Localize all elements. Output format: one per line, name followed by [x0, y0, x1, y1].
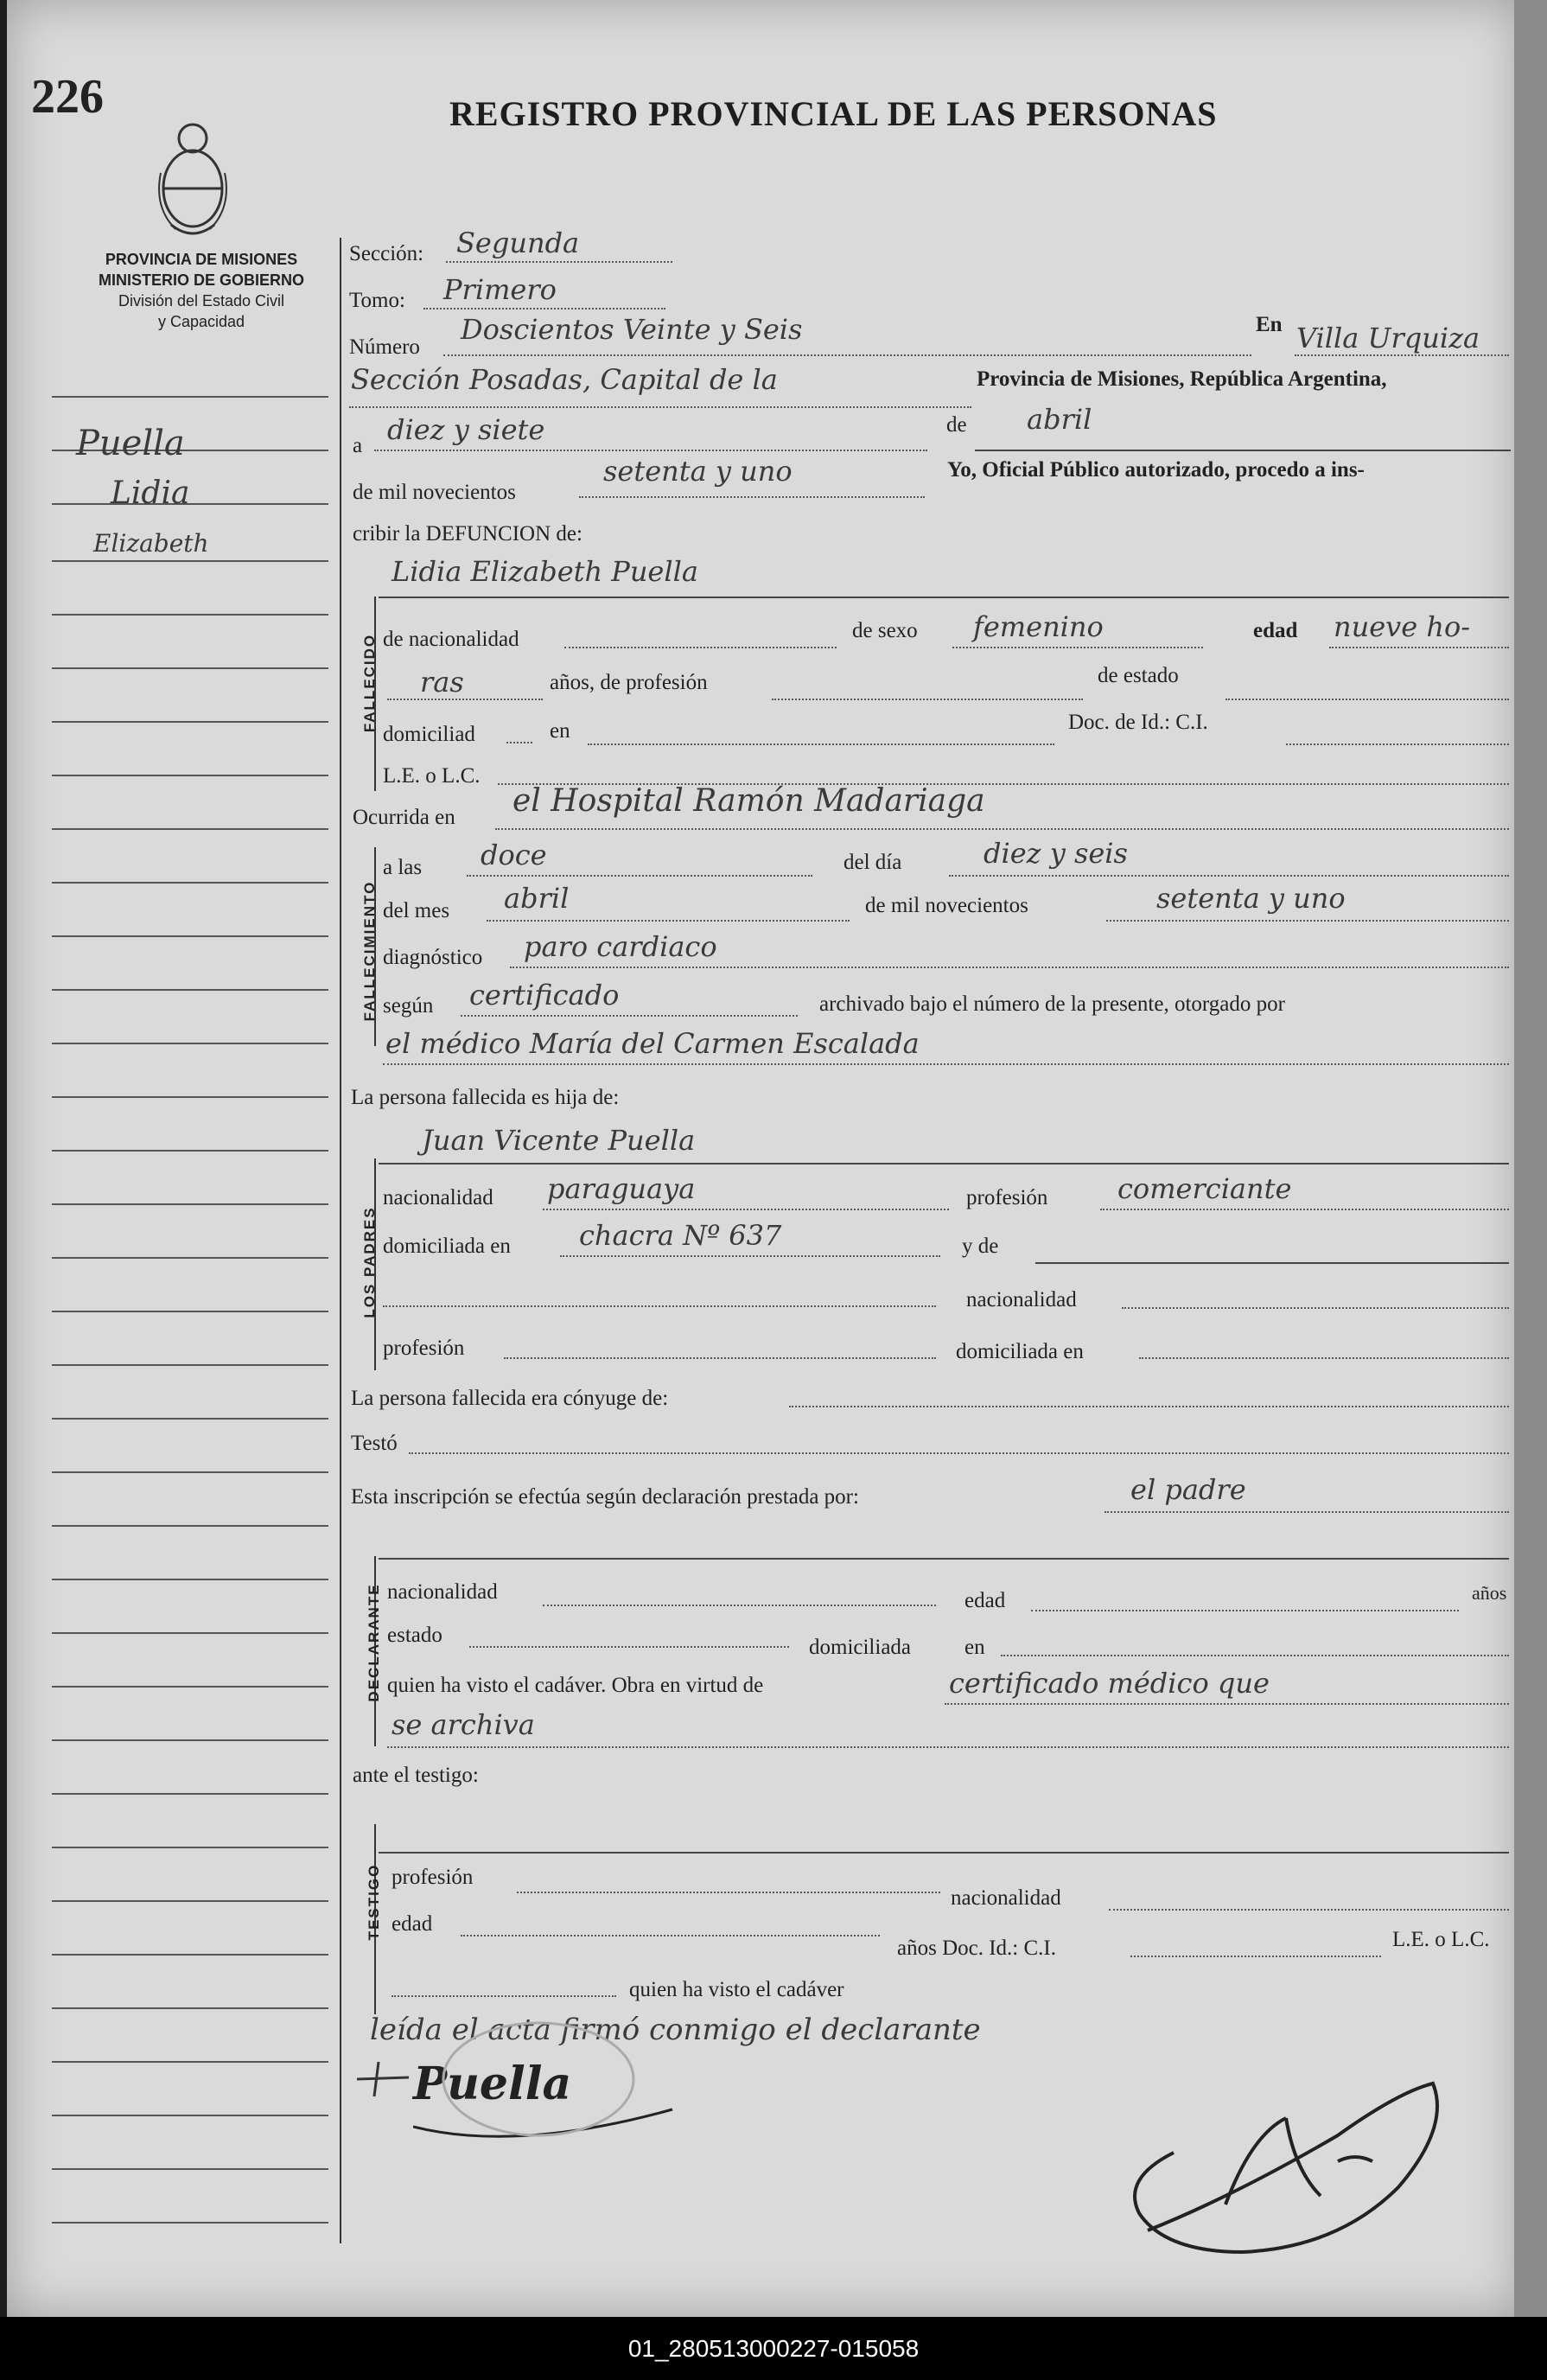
medico-value: el médico María del Carmen Escalada — [385, 1027, 920, 1060]
seccion-place-line — [349, 406, 971, 408]
profesion-madre-line — [504, 1357, 936, 1359]
profesion-testigo-label: profesión — [392, 1866, 474, 1889]
edad-value: nueve ho- — [1334, 610, 1471, 643]
del-dia-label: del día — [844, 851, 902, 874]
nacionalidad-declarante-line — [543, 1605, 936, 1606]
fallecido-side-label: FALLECIDO — [361, 633, 378, 733]
nacionalidad-testigo-line — [1109, 1909, 1509, 1911]
margin-rule — [52, 1096, 328, 1098]
en-place-value: Villa Urquiza — [1296, 322, 1480, 354]
domiciliado-label: domiciliad — [383, 723, 475, 746]
profesion-madre-label: profesión — [383, 1337, 465, 1360]
domiciliada-declarante-label: domiciliada — [809, 1636, 912, 1659]
tomo-value: Primero — [443, 273, 557, 306]
margin-rule — [52, 1900, 328, 1902]
nota-value: leída el acta firmó conmigo el declarante — [370, 2013, 981, 2047]
doc-id-label: Doc. de Id.: C.I. — [1068, 711, 1208, 734]
segun-label: según — [383, 994, 434, 1018]
inscribir-label: cribir la DEFUNCION de: — [353, 522, 583, 546]
anos-profesion-label: años, de profesión — [550, 671, 708, 694]
stamp-icon — [435, 2014, 642, 2144]
segun-value: certificado — [469, 979, 620, 1011]
sexo-line — [952, 647, 1203, 648]
margin-rule — [52, 1632, 328, 1634]
domicilio-line — [588, 743, 1054, 745]
madre-name-line — [383, 1305, 936, 1307]
firma-declarante: Puella — [413, 2058, 572, 2110]
margin-rule — [52, 1471, 328, 1473]
office-line4: y Capacidad — [157, 313, 245, 330]
ocurrida-label: Ocurrida en — [353, 806, 455, 829]
fallecido-name-line — [379, 597, 1509, 598]
testigo-name-line — [379, 1852, 1509, 1854]
edad-testigo-label: edad — [392, 1912, 433, 1936]
page-number: 226 — [31, 70, 104, 124]
conyuge-label: La persona fallecida era cónyuge de: — [351, 1387, 669, 1410]
margin-rule — [52, 1150, 328, 1152]
edad-declarante-label: edad — [964, 1589, 1006, 1612]
domicilio-padre-line — [560, 1255, 940, 1257]
seccion-value: Segunda — [456, 227, 580, 259]
margin-rule — [52, 2168, 328, 2170]
margin-rule — [52, 1686, 328, 1688]
margin-rule — [52, 1364, 328, 1366]
tomo-label: Tomo: — [349, 289, 405, 312]
profesion-testigo-line — [517, 1892, 940, 1893]
tomo-line — [423, 308, 665, 309]
margin-rule — [52, 1203, 328, 1205]
nacionalidad-padre-label: nacionalidad — [383, 1186, 493, 1209]
official-signature-icon — [1113, 2058, 1476, 2265]
padres-side-label: LOS PADRES — [361, 1206, 378, 1318]
anio2-value: setenta y uno — [1156, 882, 1346, 915]
inscripcion-label: Esta inscripción se efectúa según declaración prestada por: — [351, 1485, 859, 1509]
de-sexo-label: de sexo — [852, 619, 918, 642]
mes2-line — [487, 920, 850, 922]
domicilio-declarante-line — [1001, 1655, 1509, 1656]
obra2-value: se archiva — [392, 1708, 535, 1741]
de-label: de — [946, 413, 967, 437]
le-lc-label: L.E. o L.C. — [383, 764, 481, 788]
de-mil-label: de mil novecientos — [353, 481, 516, 504]
margin-rule — [52, 721, 328, 723]
obra-line — [945, 1703, 1509, 1705]
edad-label: edad — [1253, 619, 1298, 642]
numero-label: Número — [349, 335, 420, 359]
seccion-line — [446, 261, 672, 263]
a-label: a — [353, 434, 363, 457]
profesion-padre-line — [1100, 1209, 1509, 1210]
margin-rule — [52, 1043, 328, 1044]
quien-visto2-label: quien ha visto el cadáver — [629, 1978, 844, 2001]
declarante-name-line — [379, 1558, 1509, 1560]
margin-rule — [52, 935, 328, 937]
book-binding — [1514, 0, 1547, 2317]
margin-rule — [52, 2061, 328, 2063]
profesion-padre-label: profesión — [966, 1186, 1048, 1209]
estado-line — [1226, 699, 1509, 700]
signature-mark-icon — [348, 2053, 417, 2105]
testo-label: Testó — [351, 1432, 398, 1455]
sexo-value: femenino — [973, 610, 1104, 643]
margin-rule — [52, 560, 328, 562]
testigo-side-label: TESTIGO — [366, 1863, 382, 1941]
padre-value: Juan Vicente Puella — [422, 1124, 696, 1157]
obra2-line — [387, 1746, 1509, 1748]
edad-line — [1329, 647, 1509, 648]
le-lc2-label: L.E. o L.C. — [1392, 1928, 1490, 1951]
office-header — [59, 249, 344, 332]
nacionalidad-madre-line — [1122, 1307, 1509, 1309]
registry-page — [7, 0, 1521, 2317]
edad-declarante-line — [1031, 1610, 1459, 1611]
margin-rule — [52, 1579, 328, 1580]
segun-line — [461, 1015, 798, 1017]
anos-label: años — [1472, 1582, 1507, 1604]
declarante-by-line — [1105, 1511, 1509, 1513]
doc-id-line — [1286, 743, 1509, 745]
domiciliada-padre-label: domiciliada en — [383, 1235, 511, 1258]
nacionalidad-declarante-label: nacionalidad — [387, 1580, 498, 1604]
edad-testigo-line — [461, 1935, 880, 1937]
declarante-value: el padre — [1130, 1473, 1246, 1506]
oficial-label: Yo, Oficial Público autorizado, procedo a ins- — [947, 458, 1365, 482]
dia2-value: diez y seis — [984, 837, 1128, 870]
page-title: REGISTRO PROVINCIAL DE LAS PERSONAS — [449, 94, 1218, 133]
diagnostico-line — [510, 967, 1509, 968]
nacionalidad-padre-value: paraguaya — [547, 1172, 696, 1205]
a-line — [374, 450, 927, 451]
ocurrida-line — [495, 828, 1509, 830]
margin-rule — [52, 2007, 328, 2009]
ante-testigo-label: ante el testigo: — [353, 1764, 479, 1787]
diagnostico-label: diagnóstico — [383, 946, 483, 969]
provincia-label: Provincia de Misiones, República Argentina, — [977, 367, 1387, 391]
margin-rule — [52, 989, 328, 991]
seccion-label: Sección: — [349, 242, 424, 265]
nacionalidad-line — [564, 647, 837, 648]
nacionalidad-madre-label: nacionalidad — [966, 1288, 1077, 1311]
en-declarante-label: en — [964, 1636, 985, 1659]
margin-rule — [52, 2222, 328, 2224]
de-estado-label: de estado — [1098, 664, 1179, 687]
margin-rule — [52, 614, 328, 616]
office-line1: PROVINCIA DE MISIONES — [105, 251, 298, 268]
margin-rule — [52, 1418, 328, 1420]
de-mil2-label: de mil novecientos — [865, 894, 1028, 917]
main-column-rule — [340, 238, 341, 2243]
hija-de-label: La persona fallecida es hija de: — [351, 1086, 620, 1109]
anio-value: setenta y uno — [603, 455, 793, 488]
office-line2: MINISTERIO DE GOBIERNO — [98, 271, 305, 289]
anio2-line — [1106, 920, 1509, 922]
quien-visto-label: quien ha visto el cadáver. Obra en virtud de — [387, 1674, 764, 1697]
domicilio-padre-value: chacra Nº 637 — [579, 1219, 782, 1252]
a-las-label: a las — [383, 856, 423, 879]
mes-line — [975, 450, 1511, 451]
edad2-value: ras — [420, 666, 464, 699]
y-de-label: y de — [962, 1235, 999, 1258]
madre-line — [1035, 1262, 1509, 1264]
margin-rule — [52, 775, 328, 776]
margin-surname: Puella — [76, 424, 185, 463]
margin-rule — [52, 1847, 328, 1848]
profesion-line — [772, 699, 1083, 700]
mes2-value: abril — [504, 882, 570, 915]
archivado-label: archivado bajo el número de la presente, otorgado por — [819, 992, 1285, 1016]
nacionalidad-testigo-label: nacionalidad — [951, 1886, 1061, 1910]
nacionalidad-padre-line — [543, 1209, 949, 1210]
numero-line — [443, 354, 1251, 356]
margin-rule — [52, 1257, 328, 1259]
diagnostico-value: paro cardiaco — [524, 930, 717, 963]
estado-declarante-line — [469, 1646, 789, 1648]
margin-name2: Elizabeth — [93, 529, 209, 558]
anio-line — [579, 496, 925, 498]
doc-testigo-line — [1130, 1956, 1381, 1957]
anos-doc-label: años Doc. Id.: C.I. — [897, 1937, 1056, 1960]
margin-name1: Lidia — [111, 475, 190, 511]
domicilio-madre-line — [1139, 1357, 1509, 1359]
mes-value: abril — [1027, 403, 1092, 436]
de-nacionalidad-label: de nacionalidad — [383, 628, 519, 651]
footer-id: 01_280513000227-015058 — [0, 2317, 1547, 2380]
en-line — [1295, 354, 1509, 356]
edad2-line — [387, 699, 543, 700]
domiciliado-suffix-line — [506, 742, 532, 743]
fallecimiento-side-label: FALLECIMIENTO — [361, 880, 378, 1022]
obra-value: certificado médico que — [949, 1667, 1270, 1700]
hora-line — [467, 875, 812, 877]
domicilio-en-label: en — [550, 719, 570, 743]
margin-rule — [52, 1739, 328, 1741]
en-label: En — [1256, 313, 1283, 336]
seccion-place-value: Sección Posadas, Capital de la — [351, 363, 778, 396]
margin-rule — [52, 1954, 328, 1956]
office-line3: División del Estado Civil — [118, 292, 285, 309]
estado-declarante-label: estado — [387, 1624, 442, 1647]
margin-rule — [52, 828, 328, 830]
coat-of-arms-icon — [154, 112, 232, 242]
hora-value: doce — [481, 839, 547, 871]
margin-rule — [52, 882, 328, 884]
medico-line — [383, 1063, 1509, 1065]
domiciliada-madre-label: domiciliada en — [956, 1340, 1084, 1363]
quien-visto2-line — [392, 1995, 616, 1997]
del-mes-label: del mes — [383, 899, 450, 922]
dia-value: diez y siete — [387, 413, 545, 446]
margin-rule — [52, 503, 328, 505]
margin-rule — [52, 2115, 328, 2116]
ocurrida-value: el Hospital Ramón Madariaga — [512, 783, 985, 819]
padre-name-line — [379, 1163, 1509, 1164]
margin-rule — [52, 1311, 328, 1312]
numero-value: Doscientos Veinte y Seis — [461, 313, 803, 346]
dia2-line — [949, 875, 1509, 877]
profesion-padre-value: comerciante — [1117, 1172, 1292, 1205]
testo-line — [409, 1452, 1509, 1454]
conyuge-line — [789, 1406, 1509, 1407]
fallecido-nombre-value: Lidia Elizabeth Puella — [392, 555, 698, 588]
margin-rule — [52, 667, 328, 669]
margin-rule — [52, 1793, 328, 1795]
declarante-side-label: DECLARANTE — [366, 1583, 382, 1702]
margin-rule — [52, 1525, 328, 1527]
margin-rule — [52, 396, 328, 398]
